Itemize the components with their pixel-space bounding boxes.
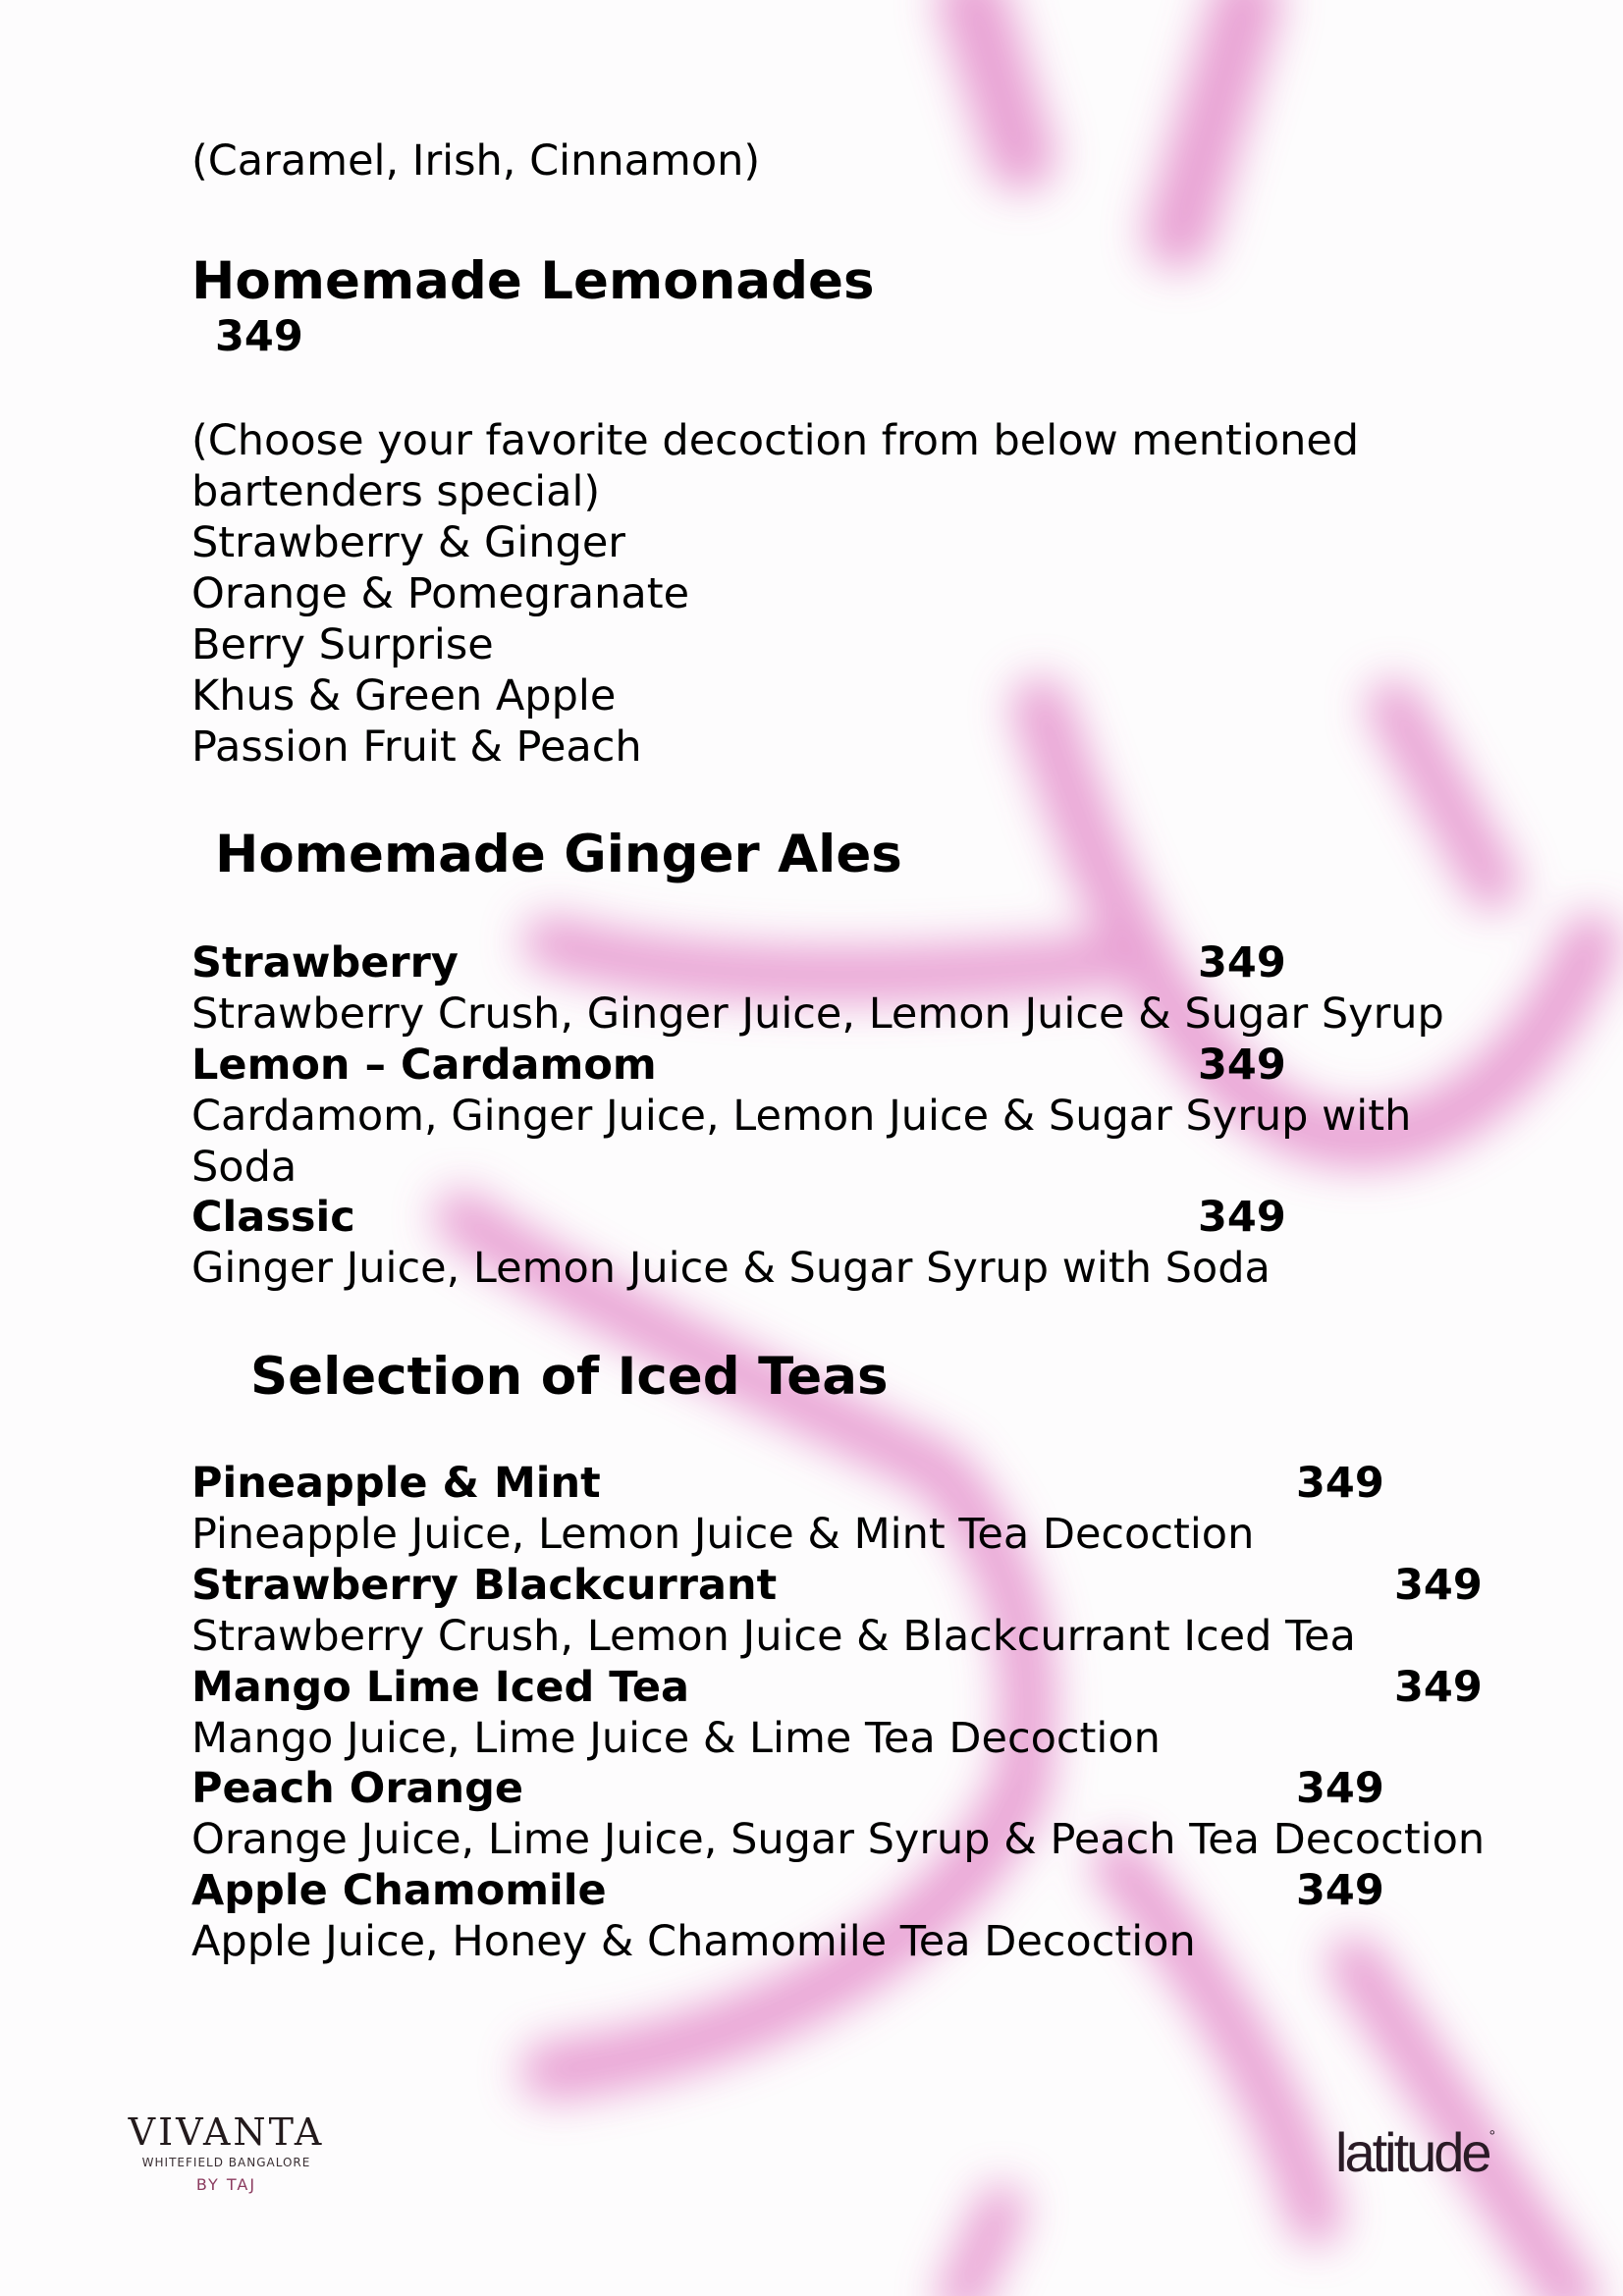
vivanta-location: WHITEFIELD BANGALORE — [141, 2156, 311, 2169]
item-description: Orange Juice, Lime Juice, Sugar Syrup & Peach Tea Decoction — [191, 1815, 1486, 1864]
lemonade-option: Berry Surprise — [191, 620, 494, 669]
item-name: Peach Orange — [191, 1764, 524, 1813]
item-price: 349 — [1394, 1663, 1483, 1712]
item-name: Strawberry — [191, 938, 459, 988]
lemonade-option: Khus & Green Apple — [191, 671, 617, 721]
item-price: 349 — [1296, 1459, 1384, 1508]
section-title-ginger-ales: Homemade Ginger Ales — [215, 825, 902, 884]
lemonades-price: 349 — [215, 312, 303, 361]
lemonades-note-line1: (Choose your favorite decoction from below mentioned — [191, 416, 1360, 465]
item-name: Lemon – Cardamom — [191, 1041, 657, 1090]
item-description: Cardamom, Ginger Juice, Lemon Juice & Sugar Syrup with — [191, 1092, 1412, 1141]
item-description: Strawberry Crush, Ginger Juice, Lemon Juice & Sugar Syrup — [191, 989, 1444, 1039]
item-name: Classic — [191, 1193, 355, 1242]
item-name: Apple Chamomile — [191, 1866, 607, 1915]
item-price: 349 — [1198, 1193, 1286, 1242]
item-name: Pineapple & Mint — [191, 1459, 601, 1508]
latitude-wordmark: latitude — [1335, 2121, 1489, 2183]
section-title-lemonades: Homemade Lemonades — [191, 251, 875, 311]
item-description: Pineapple Juice, Lemon Juice & Mint Tea Decoction — [191, 1510, 1255, 1559]
latitude-logo — [1335, 2120, 1495, 2184]
intro-note: (Caramel, Irish, Cinnamon) — [191, 136, 761, 186]
lemonades-note-line2: bartenders special) — [191, 467, 601, 516]
lemonade-option: Orange & Pomegranate — [191, 569, 690, 618]
item-name: Mango Lime Iced Tea — [191, 1663, 689, 1712]
item-description: Mango Juice, Lime Juice & Lime Tea Decoction — [191, 1714, 1161, 1763]
item-price: 349 — [1198, 938, 1286, 988]
item-price: 349 — [1394, 1561, 1483, 1610]
item-price: 349 — [1296, 1866, 1384, 1915]
section-title-iced-teas: Selection of Iced Teas — [250, 1347, 889, 1407]
vivanta-logo — [116, 2110, 337, 2194]
item-description: Strawberry Crush, Lemon Juice & Blackcurrant Iced Tea — [191, 1612, 1356, 1661]
item-price: 349 — [1198, 1041, 1286, 1090]
degree-mark-icon: ° — [1488, 2128, 1495, 2145]
item-name: Strawberry Blackcurrant — [191, 1561, 778, 1610]
item-price: 349 — [1296, 1764, 1384, 1813]
lemonade-option: Passion Fruit & Peach — [191, 722, 642, 772]
item-description: Ginger Juice, Lemon Juice & Sugar Syrup with Soda — [191, 1244, 1271, 1293]
vivanta-tagline: BY TAJ — [195, 2175, 257, 2194]
vivanta-wordmark: VIVANTA — [128, 2110, 325, 2154]
lemonade-option: Strawberry & Ginger — [191, 518, 625, 567]
item-description: Apple Juice, Honey & Chamomile Tea Decoction — [191, 1917, 1196, 1966]
item-description-cont: Soda — [191, 1143, 298, 1192]
